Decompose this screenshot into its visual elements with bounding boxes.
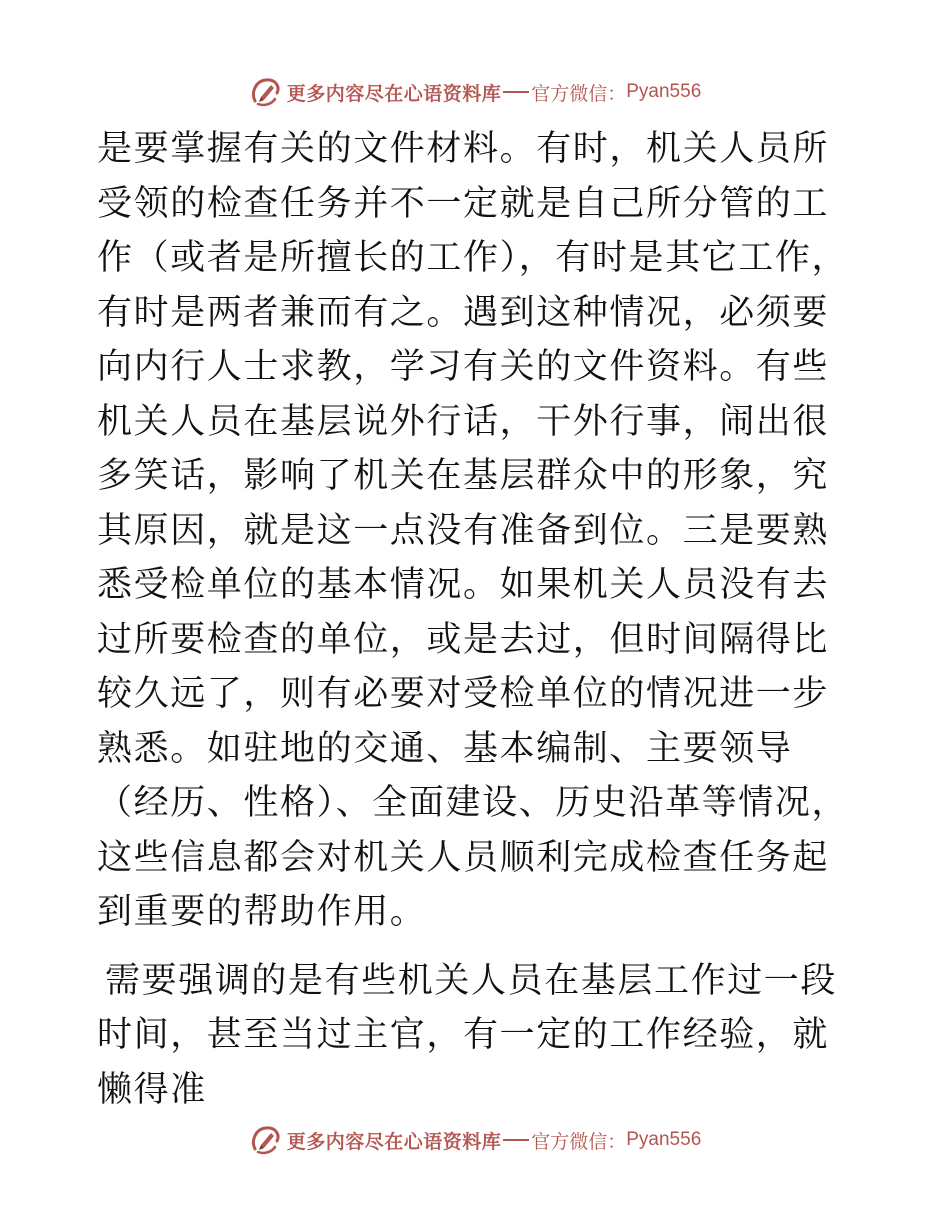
pen-swirl-logo-icon (249, 75, 283, 109)
banner-wechat-id: Pyan556 (626, 81, 702, 102)
banner-title: 更多内容尽在心语资料库 (286, 1130, 502, 1153)
banner-wechat-label: 官方微信： (531, 82, 627, 105)
banner-wechat-label: 官方微信： (531, 1130, 627, 1153)
banner-title: 更多内容尽在心语资料库 (286, 82, 502, 105)
document-body (97, 122, 853, 1117)
pen-swirl-logo-icon (249, 1123, 283, 1157)
banner-divider (503, 1139, 529, 1141)
paragraph: 需要强调的是有些机关人员在基层工作过一段时间，甚至当过主官，有一定的工作经验，就懒得准 (97, 960, 838, 1110)
header-banner (0, 72, 950, 112)
footer-banner (0, 1120, 950, 1160)
banner-divider (503, 91, 529, 93)
paragraph: 是要掌握有关的文件材料。有时，机关人员所受领的检查任务并不一定就是自己所分管的工作（或者是所擅长的工作），有时是其它工作，有时是两者兼而有之。遇到这种情况，必须要向内行人士求教，学习有关的文件资料。有些机关人员在基层说外行话，干外行事，闹出很多笑话，影响了机关在基层群众中的形象，究其原因，就是这一点没有准备到位。三是要熟悉受检单位的基本情况。如果机关人员没有去过所要检查的单位，或是去过，但时间隔得比较久远了，则有必要对受检单位的情况进一步熟悉。如驻地的交通、基本编制、主要领导（经历、性格）、全面建设、历史沿革等情况，这些信息都会对机关人员顺利完成检查任务起到重要的帮助作用。 (97, 129, 849, 932)
banner-wechat-id: Pyan556 (626, 1129, 702, 1150)
